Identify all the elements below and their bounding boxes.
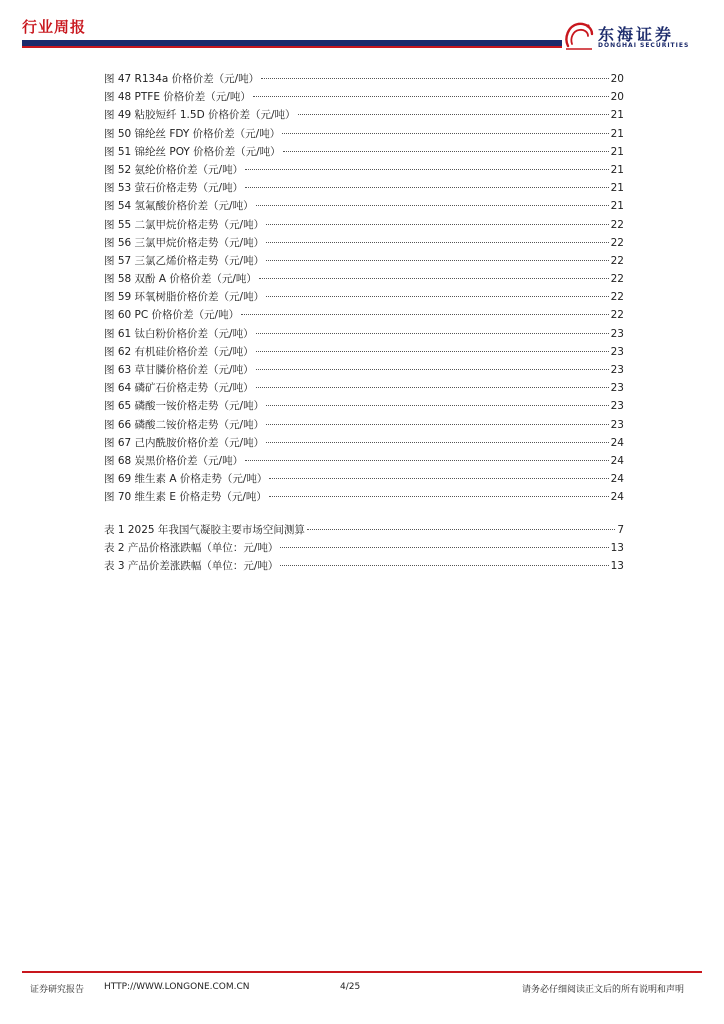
toc-entry-page: 21 [610, 127, 624, 140]
dot-leader [266, 441, 609, 443]
toc-entry-label: 图 56 三氯甲烷价格走势（元/吨） [104, 236, 265, 249]
report-type-title: 行业周报 [22, 18, 87, 36]
toc-entry-label: 图 51 锦纶丝 POY 价格价差（元/吨） [104, 145, 281, 158]
toc-entry[interactable] [104, 361, 624, 379]
toc-entry[interactable] [104, 343, 624, 361]
toc-entry-label: 图 70 维生素 E 价格走势（元/吨） [104, 491, 267, 504]
dot-leader [269, 477, 608, 479]
toc-entry-page: 24 [610, 491, 624, 504]
toc-entry-label: 图 52 氨纶价格价差（元/吨） [104, 163, 244, 176]
toc-entry-label: 图 57 三氯乙烯价格走势（元/吨） [104, 254, 265, 267]
toc-entry[interactable] [104, 452, 624, 470]
toc-entry-label: 图 47 R134a 价格价差（元/吨） [104, 73, 260, 85]
toc-entry-label: 图 66 磷酸二铵价格走势（元/吨） [104, 418, 265, 431]
dot-leader [256, 332, 609, 334]
toc-entry-page: 24 [610, 454, 624, 467]
toc-entry-page: 21 [610, 163, 624, 176]
toc-entry[interactable] [104, 379, 624, 397]
toc-entry-label: 图 69 维生素 A 价格走势（元/吨） [104, 473, 268, 486]
toc-entry-page: 20 [610, 73, 624, 85]
dot-leader [266, 259, 609, 261]
page-number: 4/25 [340, 982, 361, 992]
toc-entry[interactable] [104, 125, 624, 143]
toc-entry-page: 21 [610, 145, 624, 158]
toc-entry-page: 23 [610, 327, 624, 340]
dot-leader [253, 95, 609, 97]
dot-leader [256, 368, 609, 370]
toc-entry-page: 20 [610, 91, 624, 104]
toc-entry-page: 22 [610, 291, 624, 304]
footer-rule [22, 971, 702, 973]
toc-entry-page: 22 [610, 218, 624, 231]
dot-leader [256, 204, 609, 206]
toc-entry[interactable] [104, 470, 624, 488]
toc-entry[interactable] [104, 70, 624, 88]
toc-entry[interactable] [104, 234, 624, 252]
toc-entry-label: 图 68 炭黑价格价差（元/吨） [104, 454, 244, 467]
dot-leader [269, 495, 609, 497]
dot-leader [280, 564, 608, 566]
dragon-emblem-icon [562, 20, 596, 52]
footer-report-label: 证券研究报告 [30, 985, 85, 995]
dot-leader [245, 459, 609, 461]
toc-entry[interactable] [104, 179, 624, 197]
dot-leader [266, 223, 609, 225]
toc-entry-label: 图 58 双酚 A 价格价差（元/吨） [104, 273, 257, 286]
toc-entry-page: 22 [610, 309, 624, 322]
toc-entry-page: 23 [610, 400, 624, 413]
brand-name-cn: 东海证券 [598, 25, 675, 44]
toc-entry-page: 21 [610, 200, 624, 213]
toc-entry-page: 23 [610, 418, 624, 431]
toc-entry-label: 图 65 磷酸一铵价格走势（元/吨） [104, 400, 265, 413]
toc-entry-page: 22 [610, 254, 624, 267]
toc-entry-label: 图 49 粘胶短纤 1.5D 价格价差（元/吨） [104, 109, 296, 122]
dot-leader [266, 423, 609, 425]
dot-leader [283, 150, 609, 152]
toc-entry[interactable] [104, 161, 624, 179]
toc-entry-label: 图 53 萤石价格走势（元/吨） [104, 182, 244, 195]
toc-entry-page: 13 [610, 560, 624, 573]
toc-entry[interactable] [104, 88, 624, 106]
dot-leader [261, 77, 608, 79]
toc-entry-label: 表 2 产品价格涨跌幅（单位：元/吨） [104, 542, 279, 555]
dot-leader [241, 313, 609, 315]
toc-entry-label: 图 63 草甘膦价格价差（元/吨） [104, 364, 254, 376]
toc-entry[interactable] [104, 434, 624, 452]
toc-entry[interactable] [104, 416, 624, 434]
toc-entry-label: 图 60 PC 价格价差（元/吨） [104, 309, 240, 322]
toc-entry-page: 21 [610, 109, 624, 122]
toc-entry-label: 图 48 PTFE 价格价差（元/吨） [104, 91, 251, 104]
toc-entry-page: 24 [610, 436, 624, 449]
toc-entry-label: 图 62 有机硅价格价差（元/吨） [104, 345, 254, 358]
toc-entry-label: 表 3 产品价差涨跌幅（单位：元/吨） [104, 560, 279, 573]
toc-entry[interactable] [104, 106, 624, 124]
toc-entry-page: 13 [610, 542, 624, 555]
brand-logo [562, 20, 712, 52]
toc-entry-page: 7 [617, 524, 624, 536]
disclaimer-notice: 请务必仔细阅读正文后的所有说明和声明 [522, 985, 685, 995]
toc-entry-page: 22 [610, 273, 624, 286]
figure-list [104, 70, 624, 507]
brand-name-en: DONGHAI SECURITIES [598, 42, 690, 49]
toc-entry[interactable] [104, 325, 624, 343]
toc-entry-page: 22 [610, 236, 624, 249]
table-list [104, 521, 624, 576]
toc-entry[interactable] [104, 252, 624, 270]
toc-entry-page: 23 [610, 345, 624, 358]
dot-leader [266, 295, 609, 297]
toc-entry[interactable] [104, 197, 624, 215]
toc-entry[interactable] [104, 270, 624, 288]
toc-entry-label: 图 61 钛白粉价格价差（元/吨） [104, 327, 254, 340]
toc-entry[interactable] [104, 488, 624, 506]
toc-entry-page: 21 [610, 182, 624, 195]
toc-entry[interactable] [104, 521, 624, 539]
toc-entry[interactable] [104, 288, 624, 306]
toc-entry[interactable] [104, 143, 624, 161]
toc-entry-page: 23 [610, 364, 624, 376]
header-red-rule [22, 46, 562, 48]
dot-leader [256, 350, 609, 352]
toc-entry-page: 24 [610, 473, 624, 486]
dot-leader [245, 168, 609, 170]
dot-leader [307, 528, 615, 530]
dot-leader [280, 546, 608, 548]
toc-entry-label: 图 54 氢氟酸价格价差（元/吨） [104, 200, 254, 213]
toc-entry-label: 图 67 己内酰胺价格价差（元/吨） [104, 436, 265, 449]
toc-entry-label: 图 50 锦纶丝 FDY 价格价差（元/吨） [104, 127, 281, 140]
toc-entry-label: 图 59 环氧树脂价格价差（元/吨） [104, 291, 265, 304]
dot-leader [256, 386, 609, 388]
toc-entry[interactable] [104, 539, 624, 557]
footer-website-link[interactable]: HTTP://WWW.LONGONE.COM.CN [104, 982, 250, 992]
dot-leader [298, 113, 609, 115]
toc-entry[interactable] [104, 557, 624, 575]
toc-entry[interactable] [104, 306, 624, 324]
dot-leader [259, 277, 609, 279]
toc-entry[interactable] [104, 397, 624, 415]
toc-entry-label: 表 1 2025 年我国气凝胶主要市场空间测算 [104, 524, 305, 536]
dot-leader [245, 186, 609, 188]
dot-leader [266, 241, 609, 243]
toc-entry-label: 图 64 磷矿石价格走势（元/吨） [104, 382, 254, 395]
toc-entry-label: 图 55 二氯甲烷价格走势（元/吨） [104, 218, 265, 231]
toc-entry-page: 23 [610, 382, 624, 395]
dot-leader [266, 404, 609, 406]
toc-entry[interactable] [104, 216, 624, 234]
dot-leader [282, 132, 608, 134]
